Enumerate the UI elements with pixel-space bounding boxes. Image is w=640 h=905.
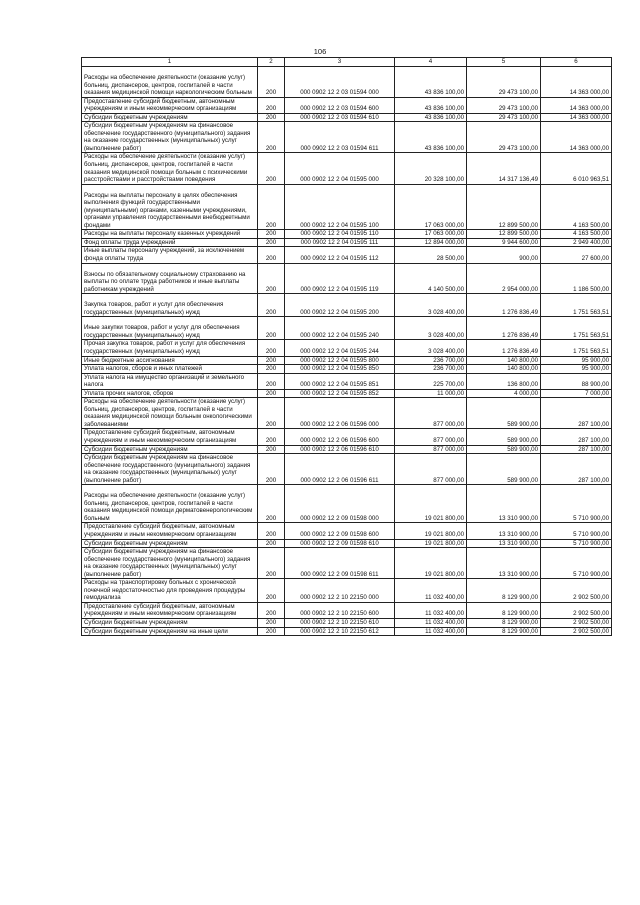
row-name: Расходы на выплаты персоналу казенных учреждений xyxy=(82,230,258,239)
row-line-code: 200 xyxy=(258,340,285,356)
row-executed-amount: 13 310 900,00 xyxy=(467,539,541,548)
row-executed-amount: 140 800,00 xyxy=(467,365,541,374)
row-line-code: 200 xyxy=(258,365,285,374)
row-name: Расходы на обеспечение деятельности (оказание услуг) больниц, диспансеров, центров, госпиталей в части оказания медицинской помощи больным онкологическими заболеваниями xyxy=(82,398,258,429)
row-unexecuted-amount: 88 900,00 xyxy=(541,373,612,389)
table-row xyxy=(82,67,612,98)
row-name: Уплата налога на имущество организаций и земельного налога xyxy=(82,373,258,389)
row-approved-amount: 19 021 800,00 xyxy=(395,485,467,523)
table-row xyxy=(82,247,612,263)
row-approved-amount: 43 836 100,00 xyxy=(395,113,467,122)
row-unexecuted-amount: 287 100,00 xyxy=(541,454,612,485)
row-budget-code: 000 0902 12 2 09 01598 600 xyxy=(285,523,395,539)
row-line-code: 200 xyxy=(258,454,285,485)
row-unexecuted-amount: 5 710 900,00 xyxy=(541,539,612,548)
row-approved-amount: 43 836 100,00 xyxy=(395,122,467,153)
row-executed-amount: 1 276 836,49 xyxy=(467,294,541,317)
row-executed-amount: 8 129 900,00 xyxy=(467,627,541,636)
row-line-code: 200 xyxy=(258,247,285,263)
table-row xyxy=(82,485,612,523)
row-approved-amount: 11 032 400,00 xyxy=(395,619,467,628)
row-budget-code: 000 0902 12 2 03 01594 000 xyxy=(285,67,395,98)
table-row xyxy=(82,122,612,153)
row-line-code: 200 xyxy=(258,184,285,230)
row-unexecuted-amount: 27 600,00 xyxy=(541,247,612,263)
table-row xyxy=(82,539,612,548)
row-approved-amount: 19 021 800,00 xyxy=(395,548,467,579)
row-unexecuted-amount: 4 163 500,00 xyxy=(541,184,612,230)
table-row xyxy=(82,230,612,239)
table-row xyxy=(82,389,612,398)
row-line-code: 200 xyxy=(258,238,285,247)
row-executed-amount: 589 900,00 xyxy=(467,454,541,485)
table-row xyxy=(82,373,612,389)
row-name: Субсидии бюджетным учреждениям на иные цели xyxy=(82,627,258,636)
row-unexecuted-amount: 287 100,00 xyxy=(541,445,612,454)
row-budget-code: 000 0902 12 2 10 22150 600 xyxy=(285,602,395,618)
table-row xyxy=(82,602,612,618)
row-budget-code: 000 0902 12 2 04 01595 850 xyxy=(285,365,395,374)
row-line-code: 200 xyxy=(258,445,285,454)
row-line-code: 200 xyxy=(258,602,285,618)
row-line-code: 200 xyxy=(258,294,285,317)
row-executed-amount: 140 800,00 xyxy=(467,356,541,365)
row-approved-amount: 11 000,00 xyxy=(395,389,467,398)
table-row xyxy=(82,398,612,429)
row-line-code: 200 xyxy=(258,113,285,122)
row-name: Прочая закупка товаров, работ и услуг для обеспечения государственных (муниципальных) нужд xyxy=(82,340,258,356)
row-budget-code: 000 0902 12 2 03 01594 610 xyxy=(285,113,395,122)
row-approved-amount: 43 836 100,00 xyxy=(395,97,467,113)
row-approved-amount: 225 700,00 xyxy=(395,373,467,389)
row-line-code: 200 xyxy=(258,627,285,636)
row-budget-code: 000 0902 12 2 04 01595 851 xyxy=(285,373,395,389)
row-approved-amount: 877 000,00 xyxy=(395,445,467,454)
row-unexecuted-amount: 1 186 500,00 xyxy=(541,263,612,294)
row-approved-amount: 236 700,00 xyxy=(395,356,467,365)
row-name: Субсидии бюджетным учреждениям на финансовое обеспечение государственного (муниципального) задания на оказание государственных (муниципальных) услуг (выполнение работ) xyxy=(82,122,258,153)
row-unexecuted-amount: 5 710 900,00 xyxy=(541,523,612,539)
row-name: Иные закупки товаров, работ и услуг для обеспечения государственных (муниципальных) нужд xyxy=(82,317,258,340)
row-unexecuted-amount: 1 751 563,51 xyxy=(541,294,612,317)
row-executed-amount: 14 317 136,49 xyxy=(467,153,541,184)
table-row xyxy=(82,445,612,454)
row-name: Субсидии бюджетным учреждениям xyxy=(82,539,258,548)
row-name: Уплата прочих налогов, сборов xyxy=(82,389,258,398)
row-approved-amount: 43 836 100,00 xyxy=(395,67,467,98)
row-budget-code: 000 0902 12 2 09 01598 000 xyxy=(285,485,395,523)
row-name: Фонд оплаты труда учреждений xyxy=(82,238,258,247)
row-unexecuted-amount: 2 902 500,00 xyxy=(541,627,612,636)
row-line-code: 200 xyxy=(258,317,285,340)
table-row xyxy=(82,113,612,122)
row-budget-code: 000 0902 12 2 09 01598 611 xyxy=(285,548,395,579)
table-row xyxy=(82,523,612,539)
row-executed-amount: 8 129 900,00 xyxy=(467,619,541,628)
row-line-code: 200 xyxy=(258,230,285,239)
row-name: Предоставление субсидий бюджетным, автономным учреждениям и иным некоммерческим организациям xyxy=(82,97,258,113)
table-row xyxy=(82,365,612,374)
row-unexecuted-amount: 14 363 000,00 xyxy=(541,97,612,113)
row-budget-code: 000 0902 12 2 04 01595 100 xyxy=(285,184,395,230)
row-name: Субсидии бюджетным учреждениям xyxy=(82,445,258,454)
row-executed-amount: 29 473 100,00 xyxy=(467,122,541,153)
budget-table xyxy=(81,57,612,636)
row-budget-code: 000 0902 12 2 09 01598 610 xyxy=(285,539,395,548)
table-header xyxy=(82,58,612,67)
row-line-code: 200 xyxy=(258,263,285,294)
row-approved-amount: 877 000,00 xyxy=(395,454,467,485)
row-budget-code: 000 0902 12 2 04 01595 200 xyxy=(285,294,395,317)
row-name: Взносы по обязательному социальному страхованию на выплаты по оплате труда работников и иные выплаты работникам учреждений xyxy=(82,263,258,294)
row-approved-amount: 19 021 800,00 xyxy=(395,539,467,548)
row-budget-code: 000 0902 12 2 04 01595 110 xyxy=(285,230,395,239)
row-executed-amount: 136 800,00 xyxy=(467,373,541,389)
header-col-1: 1 xyxy=(82,58,258,67)
row-name: Субсидии бюджетным учреждениям на финансовое обеспечение государственного (муниципального) задания на оказание государственных (муниципальных) услуг (выполнение работ) xyxy=(82,548,258,579)
row-approved-amount: 28 500,00 xyxy=(395,247,467,263)
table-row xyxy=(82,294,612,317)
row-unexecuted-amount: 4 163 500,00 xyxy=(541,230,612,239)
row-unexecuted-amount: 14 363 000,00 xyxy=(541,67,612,98)
row-executed-amount: 1 276 836,49 xyxy=(467,340,541,356)
table-body xyxy=(82,67,612,636)
row-approved-amount: 17 063 000,00 xyxy=(395,184,467,230)
row-budget-code: 000 0902 12 2 04 01595 119 xyxy=(285,263,395,294)
table-row xyxy=(82,97,612,113)
row-line-code: 200 xyxy=(258,485,285,523)
header-col-6: 6 xyxy=(541,58,612,67)
row-name: Закупка товаров, работ и услуг для обеспечения государственных (муниципальных) нужд xyxy=(82,294,258,317)
row-name: Субсидии бюджетным учреждениям xyxy=(82,619,258,628)
row-line-code: 200 xyxy=(258,619,285,628)
row-line-code: 200 xyxy=(258,122,285,153)
table-row xyxy=(82,238,612,247)
row-name: Предоставление субсидий бюджетным, автономным учреждениям и иным некоммерческим организациям xyxy=(82,523,258,539)
row-executed-amount: 13 310 900,00 xyxy=(467,523,541,539)
row-name: Субсидии бюджетным учреждениям xyxy=(82,113,258,122)
row-executed-amount: 1 276 836,49 xyxy=(467,317,541,340)
row-unexecuted-amount: 14 363 000,00 xyxy=(541,122,612,153)
row-budget-code: 000 0902 12 2 10 22150 610 xyxy=(285,619,395,628)
row-line-code: 200 xyxy=(258,548,285,579)
row-unexecuted-amount: 5 710 900,00 xyxy=(541,485,612,523)
row-executed-amount: 4 000,00 xyxy=(467,389,541,398)
row-executed-amount: 29 473 100,00 xyxy=(467,113,541,122)
row-budget-code: 000 0902 12 2 04 01595 111 xyxy=(285,238,395,247)
row-approved-amount: 20 328 100,00 xyxy=(395,153,467,184)
row-line-code: 200 xyxy=(258,389,285,398)
row-approved-amount: 11 032 400,00 xyxy=(395,579,467,603)
row-unexecuted-amount: 95 900,00 xyxy=(541,365,612,374)
header-col-4: 4 xyxy=(395,58,467,67)
row-executed-amount: 8 129 900,00 xyxy=(467,579,541,603)
row-executed-amount: 589 900,00 xyxy=(467,445,541,454)
row-unexecuted-amount: 6 010 963,51 xyxy=(541,153,612,184)
row-name: Субсидии бюджетным учреждениям на финансовое обеспечение государственного (муниципального) задания на оказание государственных (муниципальных) услуг (выполнение работ) xyxy=(82,454,258,485)
row-line-code: 200 xyxy=(258,429,285,445)
row-name: Предоставление субсидий бюджетным, автономным учреждениям и иным некоммерческим организациям xyxy=(82,429,258,445)
header-col-2: 2 xyxy=(258,58,285,67)
row-budget-code: 000 0902 12 2 10 22150 000 xyxy=(285,579,395,603)
row-unexecuted-amount: 14 363 000,00 xyxy=(541,113,612,122)
table-row xyxy=(82,317,612,340)
row-line-code: 200 xyxy=(258,153,285,184)
table-row xyxy=(82,454,612,485)
table-row xyxy=(82,619,612,628)
row-unexecuted-amount: 5 710 900,00 xyxy=(541,548,612,579)
row-line-code: 200 xyxy=(258,539,285,548)
row-approved-amount: 877 000,00 xyxy=(395,429,467,445)
row-name: Предоставление субсидий бюджетным, автономным учреждениям и иным некоммерческим организациям xyxy=(82,602,258,618)
row-budget-code: 000 0902 12 2 10 22150 612 xyxy=(285,627,395,636)
row-name: Расходы на транспортировку больных с хронической почечной недостаточностью для проведения процедуры гемодиализа xyxy=(82,579,258,603)
row-executed-amount: 12 899 500,00 xyxy=(467,230,541,239)
row-budget-code: 000 0902 12 2 04 01595 000 xyxy=(285,153,395,184)
table-row xyxy=(82,429,612,445)
row-executed-amount: 29 473 100,00 xyxy=(467,67,541,98)
row-unexecuted-amount: 95 900,00 xyxy=(541,356,612,365)
row-approved-amount: 3 028 400,00 xyxy=(395,294,467,317)
row-budget-code: 000 0902 12 2 06 01596 611 xyxy=(285,454,395,485)
row-approved-amount: 11 032 400,00 xyxy=(395,627,467,636)
table-row xyxy=(82,579,612,603)
row-line-code: 200 xyxy=(258,579,285,603)
row-executed-amount: 13 310 900,00 xyxy=(467,548,541,579)
row-line-code: 200 xyxy=(258,97,285,113)
row-executed-amount: 2 954 000,00 xyxy=(467,263,541,294)
row-approved-amount: 11 032 400,00 xyxy=(395,602,467,618)
row-executed-amount: 12 899 500,00 xyxy=(467,184,541,230)
row-name: Иные выплаты персоналу учреждений, за исключением фонда оплаты труда xyxy=(82,247,258,263)
header-col-5: 5 xyxy=(467,58,541,67)
row-budget-code: 000 0902 12 2 04 01595 112 xyxy=(285,247,395,263)
row-unexecuted-amount: 1 751 563,51 xyxy=(541,317,612,340)
row-name: Иные бюджетные ассигнования xyxy=(82,356,258,365)
table-row xyxy=(82,184,612,230)
row-unexecuted-amount: 7 000,00 xyxy=(541,389,612,398)
row-line-code: 200 xyxy=(258,523,285,539)
row-unexecuted-amount: 287 100,00 xyxy=(541,398,612,429)
row-line-code: 200 xyxy=(258,398,285,429)
row-line-code: 200 xyxy=(258,373,285,389)
row-budget-code: 000 0902 12 2 04 01595 240 xyxy=(285,317,395,340)
table-row xyxy=(82,548,612,579)
row-line-code: 200 xyxy=(258,67,285,98)
row-unexecuted-amount: 287 100,00 xyxy=(541,429,612,445)
row-budget-code: 000 0902 12 2 04 01595 800 xyxy=(285,356,395,365)
row-executed-amount: 900,00 xyxy=(467,247,541,263)
row-name: Уплата налогов, сборов и иных платежей xyxy=(82,365,258,374)
row-budget-code: 000 0902 12 2 06 01596 610 xyxy=(285,445,395,454)
table-row xyxy=(82,340,612,356)
table-row xyxy=(82,153,612,184)
row-budget-code: 000 0902 12 2 04 01595 852 xyxy=(285,389,395,398)
row-unexecuted-amount: 2 902 500,00 xyxy=(541,579,612,603)
row-executed-amount: 29 473 100,00 xyxy=(467,97,541,113)
row-name: Расходы на обеспечение деятельности (оказание услуг) больниц, диспансеров, центров, госпиталей в части оказания медицинской помощи больным с психическими расстройствами и расстройствами поведения xyxy=(82,153,258,184)
table-row xyxy=(82,356,612,365)
row-approved-amount: 17 063 000,00 xyxy=(395,230,467,239)
row-budget-code: 000 0902 12 2 03 01594 611 xyxy=(285,122,395,153)
row-name: Расходы на обеспечение деятельности (оказание услуг) больниц, диспансеров, центров, госпиталей в части оказания медицинской помощи дерматовенерологическим больным xyxy=(82,485,258,523)
row-approved-amount: 3 028 400,00 xyxy=(395,317,467,340)
table-row xyxy=(82,263,612,294)
row-name: Расходы на выплаты персоналу в целях обеспечения выполнения функций государственными (муниципальными) органами, казенными учреждениями, органами управления государственными внебюджетными фондами xyxy=(82,184,258,230)
row-unexecuted-amount: 2 902 500,00 xyxy=(541,602,612,618)
row-budget-code: 000 0902 12 2 04 01595 244 xyxy=(285,340,395,356)
row-name: Расходы на обеспечение деятельности (оказание услуг) больниц, диспансеров, центров, госпиталей в части оказания медицинской помощи наркологическим больным xyxy=(82,67,258,98)
header-col-3: 3 xyxy=(285,58,395,67)
row-executed-amount: 9 944 600,00 xyxy=(467,238,541,247)
row-approved-amount: 236 700,00 xyxy=(395,365,467,374)
row-budget-code: 000 0902 12 2 06 01596 600 xyxy=(285,429,395,445)
row-approved-amount: 4 140 500,00 xyxy=(395,263,467,294)
row-executed-amount: 589 900,00 xyxy=(467,398,541,429)
row-unexecuted-amount: 1 751 563,51 xyxy=(541,340,612,356)
row-executed-amount: 13 310 900,00 xyxy=(467,485,541,523)
row-unexecuted-amount: 2 902 500,00 xyxy=(541,619,612,628)
row-unexecuted-amount: 2 949 400,00 xyxy=(541,238,612,247)
table-row xyxy=(82,627,612,636)
row-line-code: 200 xyxy=(258,356,285,365)
row-budget-code: 000 0902 12 2 03 01594 600 xyxy=(285,97,395,113)
row-executed-amount: 589 900,00 xyxy=(467,429,541,445)
row-approved-amount: 877 000,00 xyxy=(395,398,467,429)
row-approved-amount: 3 028 400,00 xyxy=(395,340,467,356)
row-approved-amount: 19 021 800,00 xyxy=(395,523,467,539)
row-budget-code: 000 0902 12 2 06 01596 000 xyxy=(285,398,395,429)
row-executed-amount: 8 129 900,00 xyxy=(467,602,541,618)
page-number: 106 xyxy=(313,47,327,56)
row-approved-amount: 12 894 000,00 xyxy=(395,238,467,247)
